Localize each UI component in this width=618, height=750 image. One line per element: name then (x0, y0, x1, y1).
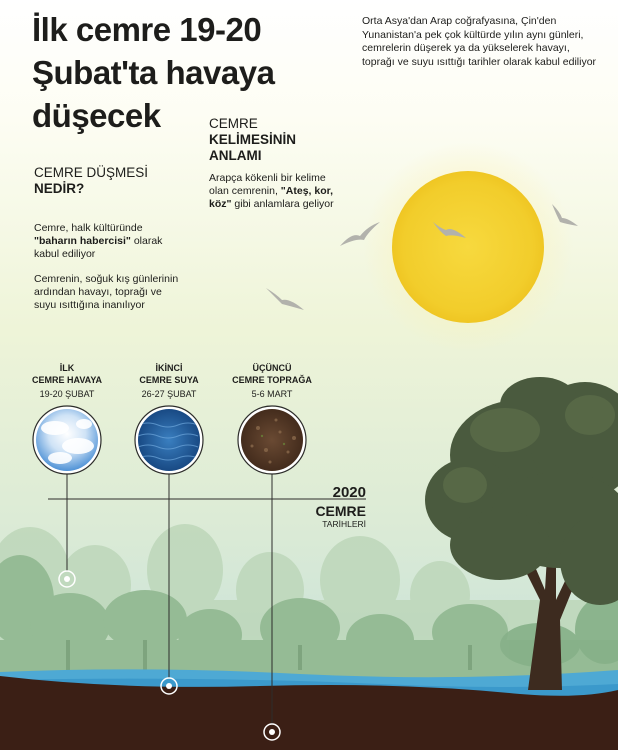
meaning-body-after: gibi anlamlara geliyor (234, 198, 334, 210)
definition-p1-quote: "baharın habercisi" (34, 235, 131, 247)
timeline-label: CEMRE (315, 503, 366, 519)
stage-image-soil (238, 406, 306, 474)
stage-date: 19-20 ŞUBAT (39, 389, 95, 399)
definition-heading (34, 165, 154, 197)
stage-name-line1: ÜÇÜNCÜ (252, 363, 292, 373)
meaning-heading (209, 116, 349, 164)
stage-image-sky (33, 406, 101, 474)
stage-label-water (114, 362, 224, 400)
meaning-body (209, 172, 334, 211)
definition-paragraph-2: Cemrenin, soğuk kış günlerinin ardından havayı, toprağı ve suyu ısıttığına inanılıyor (34, 273, 179, 311)
definition-heading-light: CEMRE DÜŞMESİ (34, 165, 149, 180)
timeline-sublabel: TARİHLERİ (322, 519, 366, 529)
meaning-body-quote: "Ateş, kor, köz" (209, 185, 334, 210)
definition-p1-before: Cemre, halk kültüründe (34, 222, 143, 234)
stage-name-line2: CEMRE TOPRAĞA (232, 375, 312, 385)
definition-paragraph-1 (34, 222, 179, 261)
page-title: İlk cemre 19-20 Şubat'ta havaya düşecek (32, 11, 275, 134)
stage-name-line2: CEMRE HAVAYA (31, 375, 103, 385)
stage-label-soil (217, 362, 327, 400)
definition-heading-bold: NEDİR? (34, 181, 85, 196)
stage-name-line1: İLK (59, 363, 75, 373)
meaning-heading-bold: KELİMESİNİN ANLAMI (209, 132, 297, 163)
meaning-heading-light: CEMRE (209, 116, 258, 131)
stage-label-air (12, 362, 122, 400)
stage-date: 26-27 ŞUBAT (141, 389, 197, 399)
sun-icon (363, 142, 573, 352)
meaning-body-before: Arapça kökenli bir kelime olan cemrenin, (209, 172, 326, 197)
stage-date: 5-6 MART (251, 389, 293, 399)
intro-text: Orta Asya'dan Arap coğrafyasına, Çin'den Yunanistan'a pek çok kültürde yılın aynı günleri, cemrelerin düşerek ya da yükselerek havayı, toprağı ve suyu ısıttığı tarihler olarak kabul ediliyor (362, 15, 597, 68)
stage-name-line2: CEMRE SUYA (139, 375, 199, 385)
stage-name-line1: İKİNCİ (155, 363, 183, 373)
timeline-year: 2020 (332, 484, 366, 501)
stage-image-water (135, 406, 203, 474)
definition-p1-after: olarak kabul ediliyor (34, 235, 163, 260)
